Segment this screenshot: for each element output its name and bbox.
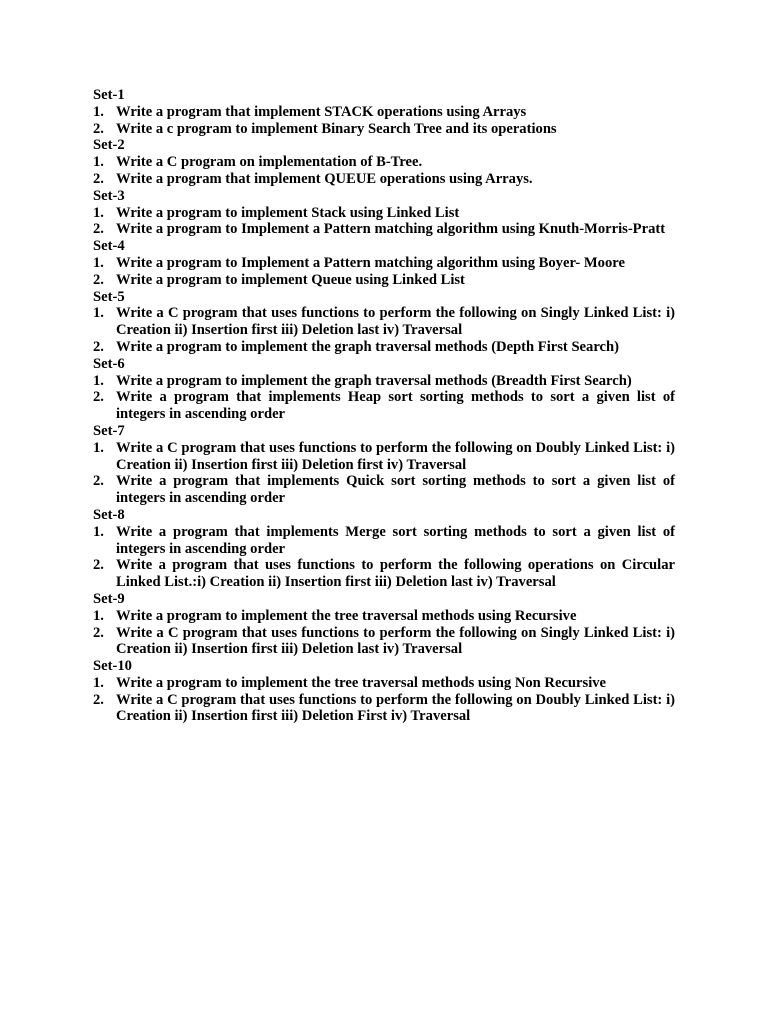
item-text: Write a program to implement the tree traversal methods using Non Recursive [116,674,607,691]
item-number: 2. [93,271,104,288]
list-item [93,272,675,289]
item-text: Write a program to Implement a Pattern matching algorithm using Knuth-Morris-Pratt [116,221,666,238]
set-section [93,591,675,658]
set-title: Set-3 [93,187,125,204]
item-text: Write a program that implements Merge sort sorting methods to sort a given list of integers in ascending order [116,523,675,557]
item-text: Write a program to Implement a Pattern matching algorithm using Boyer- Moore [116,254,625,271]
item-text: Write a C program that uses functions to perform the following on Doubly Linked List: i) Creation ii) Insertion first iii) Deletion First iv) Traversal [116,691,675,725]
item-text: Write a program that implements Heap sort sorting methods to sort a given list of integers in ascending order [116,389,675,423]
list-item [93,524,675,558]
item-text: Write a program that implement STACK operations using Arrays [116,103,527,120]
set-title: Set-1 [93,87,125,103]
list-item [93,692,675,726]
item-number: 1. [93,523,104,540]
item-number: 2. [93,557,104,574]
item-number: 1. [93,439,104,456]
item-number: 1. [93,305,104,322]
item-number: 2. [93,624,104,641]
list-item [93,440,675,474]
item-number: 2. [93,338,104,355]
item-number: 1. [93,154,104,171]
item-number: 2. [93,691,104,708]
item-text: Write a C program on implementation of B-Tree. [116,154,423,171]
item-text: Write a program to implement Stack using Linked List [116,204,460,221]
set-section [93,87,675,137]
item-text: Write a program that uses functions to perform the following operations on Circular Linked List.:i) Creation ii) Insertion first iii) Deletion last iv) Traversal [116,557,675,591]
item-text: Write a program to implement the graph traversal methods (Depth First Search) [116,338,619,355]
set-title: Set-5 [93,288,125,305]
list-item [93,625,675,659]
item-text: Write a C program that uses functions to perform the following on Singly Linked List: i) Creation ii) Insertion first iii) Deletion last iv) Traversal [116,624,675,658]
item-text: Write a c program to implement Binary Search Tree and its operations [116,120,557,137]
set-title: Set-2 [93,137,125,154]
set-title: Set-10 [93,658,132,675]
item-text: Write a program that implement QUEUE operations using Arrays. [116,170,533,187]
list-item [93,171,675,188]
item-text: Write a program to implement the graph traversal methods (Breadth First Search) [116,372,632,389]
list-item [93,473,675,507]
list-item [93,255,675,272]
item-number: 1. [93,674,104,691]
item-number: 2. [93,170,104,187]
set-section [93,238,675,288]
item-text: Write a C program that uses functions to perform the following on Doubly Linked List: i) Creation ii) Insertion first iii) Deletion first iv) Traversal [116,439,675,473]
set-title: Set-9 [93,590,125,607]
item-number: 1. [93,103,104,120]
item-number: 2. [93,473,104,490]
item-text: Write a C program that uses functions to perform the following on Singly Linked List: i) Creation ii) Insertion first iii) Deletion last iv) Traversal [116,305,675,339]
list-item [93,305,675,339]
list-item [93,389,675,423]
set-section [93,507,675,591]
item-text: Write a program to implement Queue using Linked List [116,271,465,288]
item-text: Write a program that implements Quick sort sorting methods to sort a given list of integers in ascending order [116,473,675,507]
list-item [93,104,675,121]
item-number: 1. [93,607,104,624]
item-number: 1. [93,204,104,221]
set-section [93,188,675,238]
list-item [93,205,675,222]
set-title: Set-4 [93,238,125,255]
item-number: 2. [93,389,104,406]
list-item [93,675,675,692]
item-number: 1. [93,372,104,389]
set-title: Set-7 [93,422,125,439]
set-section [93,137,675,187]
set-section [93,356,675,423]
list-item [93,221,675,238]
item-number: 1. [93,254,104,271]
document-page [93,87,675,725]
list-item [93,557,675,591]
list-item [93,608,675,625]
list-item [93,121,675,138]
list-item [93,373,675,390]
set-title: Set-6 [93,355,125,372]
item-number: 2. [93,221,104,238]
list-item [93,339,675,356]
set-title: Set-8 [93,506,125,523]
item-text: Write a program to implement the tree traversal methods using Recursive [116,607,577,624]
set-section [93,423,675,507]
list-item [93,154,675,171]
item-number: 2. [93,120,104,137]
set-section [93,658,675,725]
set-section [93,289,675,356]
